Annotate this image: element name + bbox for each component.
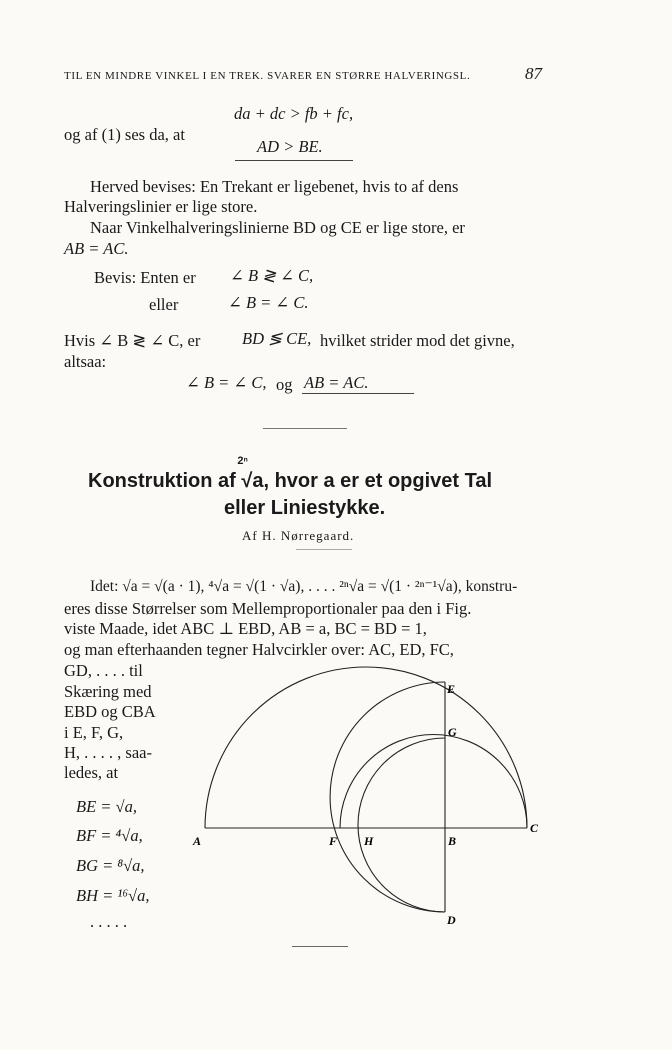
running-head: TIL EN MINDRE VINKEL I EN TREK. SVARER EN STØRRE HALVERINGSL.: [64, 70, 471, 82]
semicircle-ac: [205, 667, 527, 828]
equation-2: AD > BE.: [257, 137, 323, 156]
side-line: Skæring med: [64, 682, 152, 701]
eller-text: eller: [149, 295, 179, 314]
conclusion-eq-a: ∠ B = ∠ C,: [186, 373, 267, 392]
article-title-line-2: eller Liniestykke.: [224, 497, 386, 519]
bevis-label: Bevis: Enten er: [94, 268, 196, 287]
side-line: ledes, at: [64, 763, 119, 782]
paragraph-line: Halveringslinier er lige store.: [64, 197, 258, 216]
paragraph-line: AB = AC.: [64, 239, 129, 258]
text-line: og af (1) ses da, at: [64, 125, 185, 144]
paragraph-line: Naar Vinkelhalveringslinierne BD og CE er lige store, er: [90, 218, 465, 237]
hvis-text: Hvis ∠ B ≷ ∠ C, er: [64, 331, 201, 350]
altsaa-text: altsaa:: [64, 352, 107, 371]
body-line: og man efterhaanden tegner Halvcirkler over: AC, ED, FC,: [64, 640, 454, 659]
label-a: A: [193, 834, 202, 848]
formula-be: BE = √a,: [76, 797, 137, 816]
semicircle-fc: [340, 735, 527, 828]
label-b: B: [448, 834, 457, 848]
label-e: E: [447, 682, 456, 696]
side-line: EBD og CBA: [64, 702, 156, 721]
label-d: D: [447, 913, 456, 927]
bevis-equation-2: ∠ B = ∠ C.: [228, 293, 309, 312]
label-c: C: [530, 821, 539, 835]
bevis-equation-1: ∠ B ≷ ∠ C,: [230, 266, 314, 285]
semicircle-gd: [358, 738, 445, 912]
page-number: 87: [525, 64, 542, 83]
closing-rule: [292, 946, 348, 947]
conclusion-eq-b: AB = AC.: [304, 373, 369, 392]
semicircle-ed: [330, 682, 445, 912]
idet-line: Idet: √a = √(a · 1), ⁴√a = √(1 · √a), . . . . ²ⁿ√a = √(1 · ²ⁿ⁻¹√a), konstru-: [90, 578, 518, 595]
label-f: F: [329, 834, 338, 848]
formula-ellipsis: . . . . .: [90, 912, 128, 931]
formula-bg: BG = ⁸√a,: [76, 856, 145, 875]
title-text-b: hvor a er et opgivet Tal: [274, 470, 493, 492]
hvis-text-2: hvilket strider mod det givne,: [320, 331, 515, 350]
label-h: H: [364, 834, 374, 848]
title-text-a: Konstruktion af: [88, 470, 236, 492]
formula-bf: BF = ⁴√a,: [76, 826, 143, 845]
side-line: i E, F, G,: [64, 723, 124, 742]
side-line: GD, . . . . til: [64, 661, 143, 680]
body-line: viste Maade, idet ABC ⊥ EBD, AB = a, BC = BD = 1,: [64, 619, 427, 638]
equation-1: da + dc > fb + fc,: [234, 104, 354, 123]
formula-bh: BH = ¹⁶√a,: [76, 886, 150, 905]
title-root: √a,: [241, 470, 269, 492]
conclusion-og: og: [276, 375, 293, 394]
label-g: G: [448, 725, 457, 739]
hvis-math: BD ≶ CE,: [242, 329, 312, 348]
paragraph-line: Herved bevises: En Trekant er ligebenet, hvis to af dens: [90, 177, 459, 196]
author-line: Af H. Nørregaard.: [242, 528, 355, 543]
title-root-index: 2ⁿ: [237, 455, 248, 467]
side-line: H, . . . . , saa-: [64, 743, 152, 762]
body-line: eres disse Størrelser som Mellemproportionaler paa den i Fig.: [64, 599, 472, 618]
